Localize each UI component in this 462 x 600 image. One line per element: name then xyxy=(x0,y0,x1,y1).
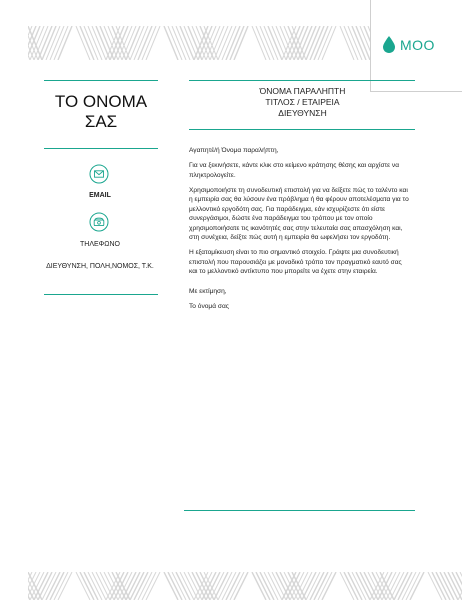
sender-name: ΤΟ ΟΝΟΜΑ ΣΑΣ xyxy=(54,92,148,131)
sidebar-rule-bottom xyxy=(44,294,158,295)
letter-paragraph-3: Η εξατομίκευση είναι το πιο σημαντικό στοιχείο. Γράψτε μια συνοδευτική επιστολή που παρουσιάζει με μοναδικό τρόπο τον πραγματικό εαυτό σας και το μελλοντικό αντίκτυπο που μπορείτε να έχετε στην εταιρεία. xyxy=(189,249,402,275)
letter-paragraph-1: Για να ξεκινήσετε, κάντε κλικ στο κείμενο κράτησης θέσης και αρχίστε να πληκτρολογείτε. xyxy=(189,162,400,179)
email-icon xyxy=(89,164,109,184)
email-label: EMAIL xyxy=(89,192,111,199)
recipient-name: ΌΝΟΜΑ ΠΑΡΑΛΗΠΤΗ xyxy=(259,86,346,96)
recipient-rule-bottom xyxy=(189,129,415,130)
recipient-rule-top xyxy=(189,80,415,81)
drop-icon xyxy=(383,36,395,53)
letter-paragraph-2: Χρησιμοποιήστε τη συνοδευτική επιστολή για να δείξετε πώς το ταλέντο και η εμπειρία σας θα λύσουν ένα πρόβλημα ή θα φέρουν αποτελέσματα για το μελλοντικό εργοδότη σας. Για παράδειγμα, εάν ισχυρίζεστε ότι είστε συνεργάσιμοι, δώστε ένα παράδειγμα του τρόπου με τον οποίο χρησιμοποιήσατε τις ικανότητές σας στην τελευταία σας απασχόληση και, στη συνέχεια, δείξτε πώς αυτή η εμπειρία θα ωφελήσει τον εργοδότη. xyxy=(189,186,409,241)
letter-signature: Το όνομά σας xyxy=(189,302,229,310)
phone-label: ΤΗΛΕΦΩΝΟ xyxy=(80,241,120,248)
recipient-block xyxy=(190,86,415,119)
footer-rule xyxy=(184,510,415,511)
letter-closing: Με εκτίμηση, xyxy=(189,287,227,295)
phone-icon xyxy=(89,212,109,232)
recipient-address: ΔΙΕΥΘΥΝΣΗ xyxy=(278,108,327,118)
logo-box xyxy=(370,0,462,92)
sidebar-rule-name xyxy=(44,148,158,149)
recipient-title-company: ΤΙΤΛΟΣ / ΕΤΑΙΡΕΙΑ xyxy=(265,97,340,107)
letter-body xyxy=(189,146,411,317)
decorative-pattern-bottom xyxy=(28,572,462,600)
letter-greeting: Αγαπητέ/ή Όνομα παραλήπτη, xyxy=(189,147,279,154)
logo xyxy=(383,36,435,53)
logo-text: MOO xyxy=(400,36,435,53)
address-label: ΔΙΕΥΘΥΝΣΗ, ΠΟΛΗ,ΝΟΜΟΣ, Τ.Κ. xyxy=(46,263,154,270)
sidebar-rule-top xyxy=(44,80,158,81)
